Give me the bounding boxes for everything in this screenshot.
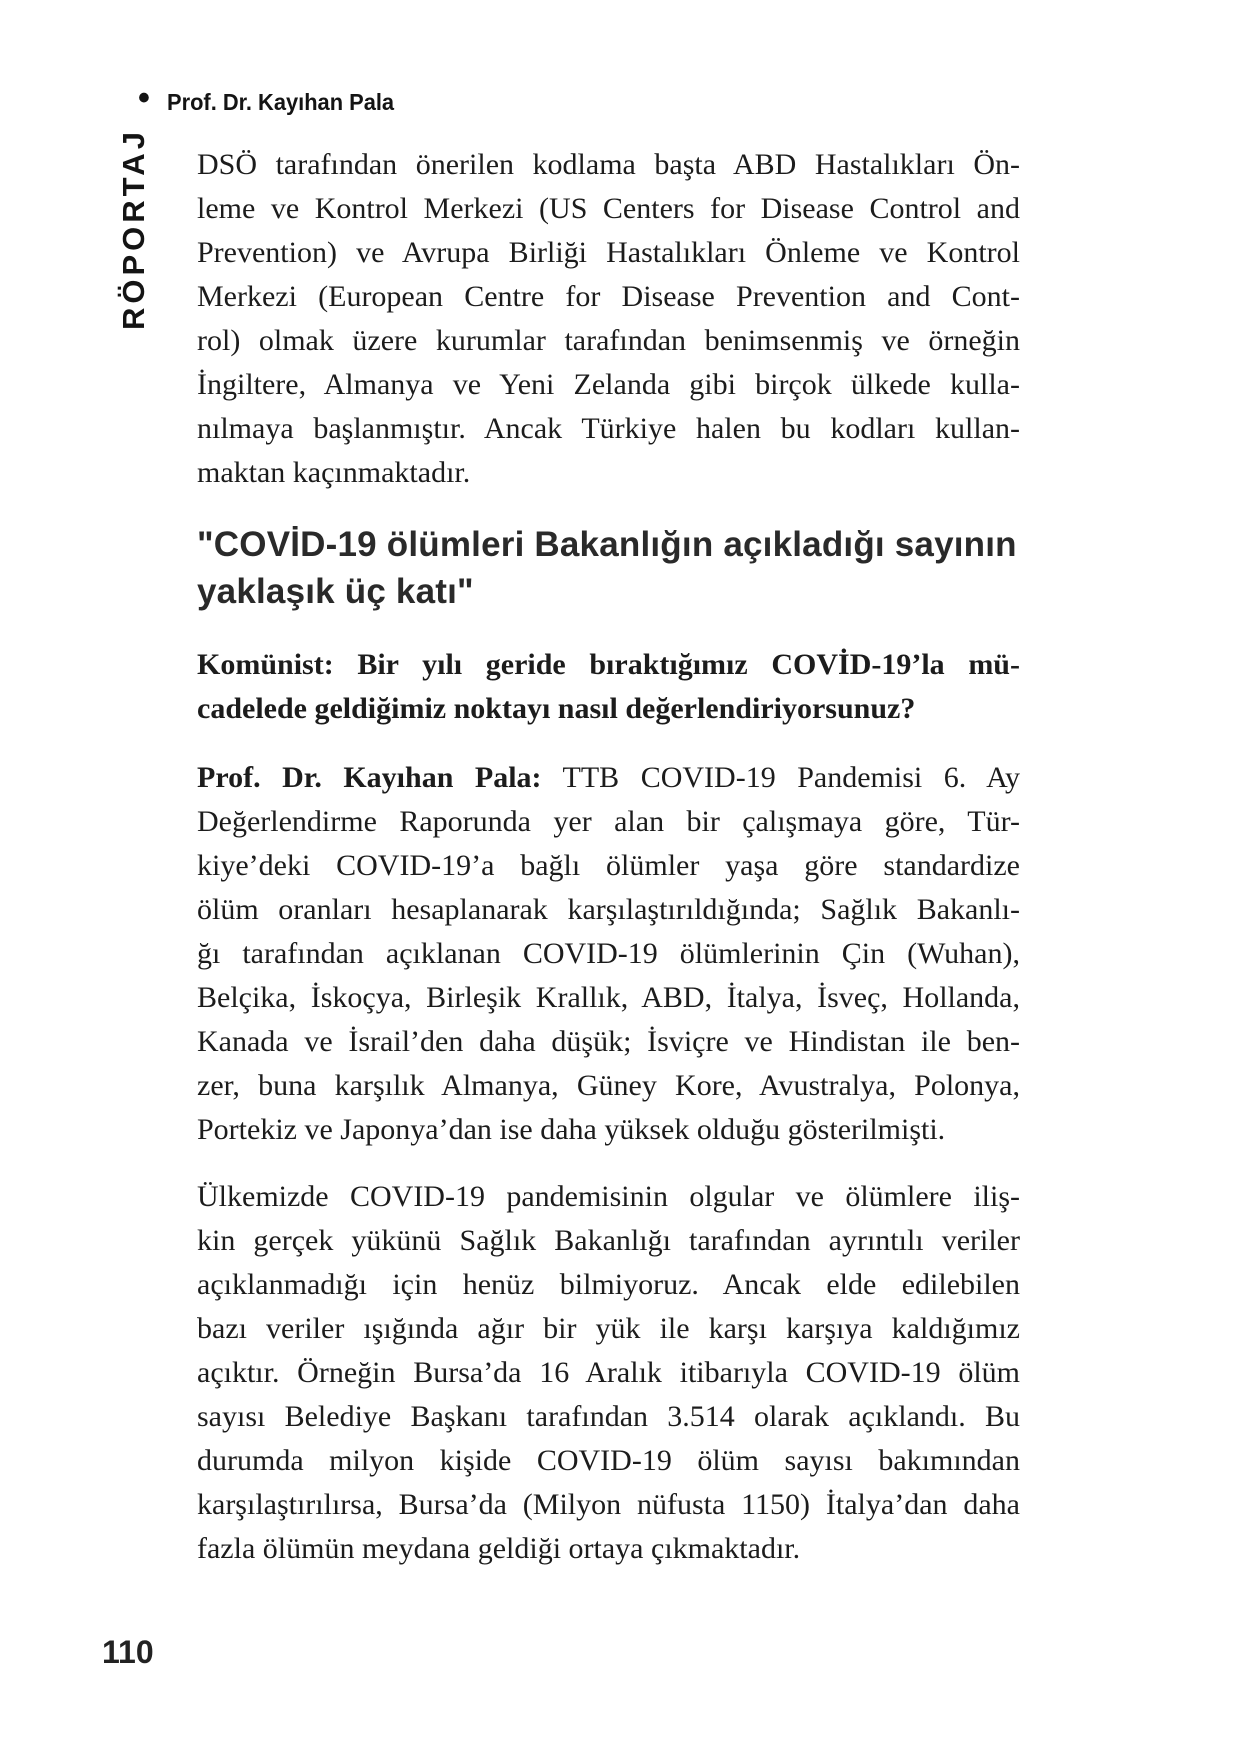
text-line: ğı tarafından açıklanan COVID-19 ölümlerinin Çin (Wuhan), xyxy=(197,937,1020,970)
text-line: maktan kaçınmaktadır. xyxy=(197,456,471,489)
text-line: karşılaştırılırsa, Bursa’da (Milyon nüfusta 1150) İtalya’dan daha xyxy=(197,1488,1020,1521)
text-line: Değerlendirme Raporunda yer alan bir çalışmaya göre, Tür- xyxy=(197,805,1020,838)
text-line: zer, buna karşılık Almanya, Güney Kore, Avustralya, Polonya, xyxy=(197,1069,1020,1102)
text-line: Portekiz ve Japonya’dan ise daha yüksek olduğu gösterilmişti. xyxy=(197,1113,946,1146)
text-line: nılmaya başlanmıştır. Ancak Türkiye halen bu kodları kullan- xyxy=(197,412,1020,445)
text-line: kiye’deki COVID-19’a bağlı ölümler yaşa göre standardize xyxy=(197,849,1020,882)
author-name: Prof. Dr. Kayıhan Pala xyxy=(167,89,395,115)
text-line: bazı veriler ışığında ağır bir yük ile karşı karşıya kaldığımız xyxy=(197,1312,1020,1345)
text-line: Komünist: Bir yılı geride bıraktığımız COVİD-19’la mü- xyxy=(197,648,1020,681)
page-number: 110 xyxy=(102,1634,154,1670)
text-line: Merkezi (European Centre for Disease Prevention and Cont- xyxy=(197,280,1020,313)
text-line: rol) olmak üzere kurumlar tarafından benimsenmiş ve örneğin xyxy=(197,324,1020,357)
bullet-icon: • xyxy=(138,79,150,117)
text-line: fazla ölümün meydana geldiği ortaya çıkmaktadır. xyxy=(197,1532,801,1565)
text-line: Kanada ve İsrail’den daha düşük; İsviçre ve Hindistan ile ben- xyxy=(197,1025,1020,1058)
sidebar-section-label: RÖPORTAJ xyxy=(116,128,151,330)
text-line: kin gerçek yükünü Sağlık Bakanlığı tarafından ayrıntılı veriler xyxy=(197,1224,1020,1257)
text-line: İngiltere, Almanya ve Yeni Zelanda gibi birçok ülkede kulla- xyxy=(197,368,1020,401)
section-heading xyxy=(197,521,1020,615)
text-line: durumda milyon kişide COVID-19 ölüm sayısı bakımından xyxy=(197,1444,1020,1477)
text-line: açıklanmadığı için henüz bilmiyoruz. Ancak elde edilebilen xyxy=(197,1268,1020,1301)
text-line: DSÖ tarafından önerilen kodlama başta ABD Hastalıkları Ön- xyxy=(197,148,1020,181)
text-line: Ülkemizde COVID-19 pandemisinin olgular ve ölümlere iliş- xyxy=(197,1180,1020,1213)
text-line: leme ve Kontrol Merkezi (US Centers for Disease Control and xyxy=(197,192,1020,225)
paragraph-intro xyxy=(197,143,1020,495)
interview-question xyxy=(197,643,1020,731)
text-line: yaklaşık üç katı" xyxy=(197,572,474,611)
text-line: Belçika, İskoçya, Birleşik Krallık, ABD, İtalya, İsveç, Hollanda, xyxy=(197,981,1020,1014)
text-line: açıktır. Örneğin Bursa’da 16 Aralık itibarıyla COVID-19 ölüm xyxy=(197,1356,1020,1389)
interview-answer xyxy=(197,756,1020,1152)
text-line: cadelede geldiğimiz noktayı nasıl değerlendiriyorsunuz? xyxy=(197,692,916,725)
text-line: ölüm oranları hesaplanarak karşılaştırıldığında; Sağlık Bakanlı- xyxy=(197,893,1020,926)
text-line: "COVİD-19 ölümleri Bakanlığın açıkladığı sayının xyxy=(197,525,1017,564)
text-line: Prevention) ve Avrupa Birliği Hastalıkları Önleme ve Kontrol xyxy=(197,236,1020,269)
paragraph-closing xyxy=(197,1175,1020,1571)
text-line: Prof. Dr. Kayıhan Pala: TTB COVID-19 Pandemisi 6. Ay xyxy=(197,761,1020,794)
text-line: sayısı Belediye Başkanı tarafından 3.514 olarak açıklandı. Bu xyxy=(197,1400,1020,1433)
